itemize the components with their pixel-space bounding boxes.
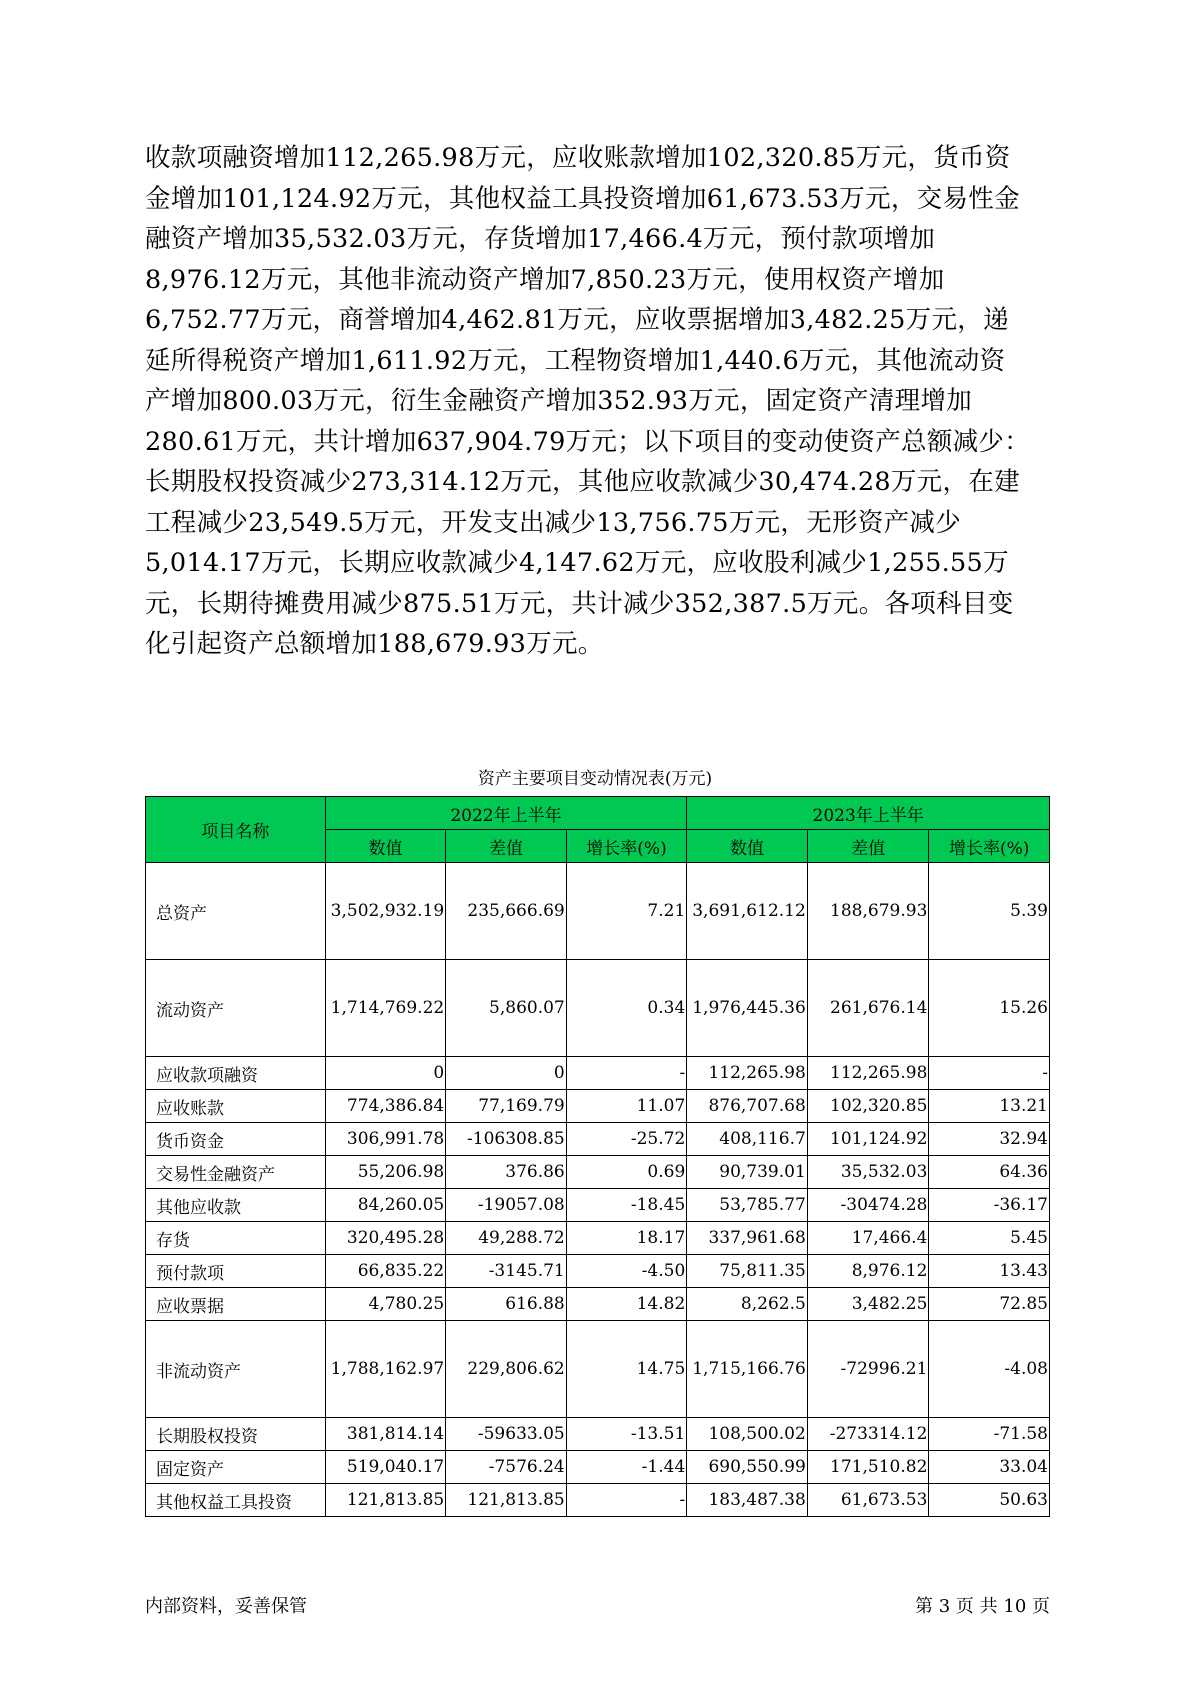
growth-2022-cell: -4.50 [566, 1255, 687, 1288]
diff-2022-cell: 229,806.62 [446, 1321, 567, 1418]
table-row [146, 1123, 1050, 1156]
body-line: 元，长期待摊费用减少875.51万元，共计减少352,387.5万元。各项科目变 [145, 588, 1014, 619]
value-2023-cell: 337,961.68 [687, 1222, 808, 1255]
growth-2023-cell: 50.63 [929, 1484, 1050, 1517]
diff-2022-cell: 49,288.72 [446, 1222, 567, 1255]
asset-change-table [145, 796, 1050, 1517]
value-2022-cell: 320,495.28 [325, 1222, 446, 1255]
diff-2022-cell: -106308.85 [446, 1123, 567, 1156]
table-row [146, 1222, 1050, 1255]
table-row [146, 1189, 1050, 1222]
growth-2022-cell: -1.44 [566, 1451, 687, 1484]
body-line: 8,976.12万元，其他非流动资产增加7,850.23万元，使用权资产增加 [145, 264, 945, 295]
diff-2022-cell: 616.88 [446, 1288, 567, 1321]
growth-2022-cell: 0.34 [566, 960, 687, 1057]
value-2022-cell: 0 [325, 1057, 446, 1090]
growth-2023-cell: 32.94 [929, 1123, 1050, 1156]
item-name-cell: 应收票据 [146, 1288, 326, 1321]
header-value-2022: 数值 [325, 830, 446, 863]
diff-2022-cell: 376.86 [446, 1156, 567, 1189]
table-row [146, 1418, 1050, 1451]
body-line: 5,014.17万元，长期应收款减少4,147.62万元，应收股利减少1,255.55万 [145, 548, 1009, 578]
growth-2022-cell: -25.72 [566, 1123, 687, 1156]
table-row [146, 1288, 1050, 1321]
diff-2022-cell: 235,666.69 [446, 863, 567, 960]
body-line: 化引起资产总额增加188,679.93万元。 [145, 629, 604, 659]
growth-2023-cell: 33.04 [929, 1451, 1050, 1484]
body-paragraph [145, 138, 1045, 665]
diff-2023-cell: 61,673.53 [807, 1484, 929, 1517]
growth-2022-cell: -13.51 [566, 1418, 687, 1451]
header-growth-2023: 增长率(%) [929, 830, 1050, 863]
diff-2022-cell: 121,813.85 [446, 1484, 567, 1517]
item-name-cell: 应收款项融资 [146, 1057, 326, 1090]
growth-2022-cell: 0.69 [566, 1156, 687, 1189]
item-name-cell: 长期股权投资 [146, 1418, 326, 1451]
value-2022-cell: 774,386.84 [325, 1090, 446, 1123]
growth-2022-cell: 14.82 [566, 1288, 687, 1321]
table-row [146, 863, 1050, 960]
table-row [146, 1057, 1050, 1090]
growth-2023-cell: 72.85 [929, 1288, 1050, 1321]
diff-2023-cell: 3,482.25 [807, 1288, 929, 1321]
growth-2023-cell: 64.36 [929, 1156, 1050, 1189]
value-2022-cell: 4,780.25 [325, 1288, 446, 1321]
body-line: 收款项融资增加112,265.98万元，应收账款增加102,320.85万元，货币资 [145, 143, 1011, 173]
value-2022-cell: 66,835.22 [325, 1255, 446, 1288]
diff-2022-cell: -7576.24 [446, 1451, 567, 1484]
header-value-2023: 数值 [687, 830, 808, 863]
value-2023-cell: 8,262.5 [687, 1288, 808, 1321]
diff-2023-cell: 171,510.82 [807, 1451, 929, 1484]
body-line: 长期股权投资减少273,314.12万元，其他应收款减少30,474.28万元，在建 [145, 467, 1020, 497]
value-2022-cell: 3,502,932.19 [325, 863, 446, 960]
value-2023-cell: 690,550.99 [687, 1451, 808, 1484]
item-name-cell: 存货 [146, 1222, 326, 1255]
header-diff-2022: 差值 [446, 830, 567, 863]
diff-2023-cell: -72996.21 [807, 1321, 929, 1418]
value-2023-cell: 183,487.38 [687, 1484, 808, 1517]
value-2022-cell: 381,814.14 [325, 1418, 446, 1451]
table-row [146, 1255, 1050, 1288]
item-name-cell: 预付款项 [146, 1255, 326, 1288]
growth-2023-cell: 13.21 [929, 1090, 1050, 1123]
item-name-cell: 应收账款 [146, 1090, 326, 1123]
value-2023-cell: 876,707.68 [687, 1090, 808, 1123]
body-line: 产增加800.03万元，衍生金融资产增加352.93万元，固定资产清理增加 [145, 386, 973, 416]
diff-2023-cell: 35,532.03 [807, 1156, 929, 1189]
footer-page-number: 第 3 页 共 10 页 [915, 1596, 1050, 1617]
item-name-cell: 其他权益工具投资 [146, 1484, 326, 1517]
growth-2023-cell: 13.43 [929, 1255, 1050, 1288]
item-name-cell: 非流动资产 [146, 1321, 326, 1418]
value-2023-cell: 1,715,166.76 [687, 1321, 808, 1418]
item-name-cell: 其他应收款 [146, 1189, 326, 1222]
value-2023-cell: 1,976,445.36 [687, 960, 808, 1057]
diff-2023-cell: 261,676.14 [807, 960, 929, 1057]
diff-2022-cell: 0 [446, 1057, 567, 1090]
body-line: 延所得税资产增加1,611.92万元，工程物资增加1,440.6万元，其他流动资 [145, 345, 1006, 376]
body-line: 工程减少23,549.5万元，开发支出减少13,756.75万元，无形资产减少 [145, 507, 962, 538]
value-2023-cell: 75,811.35 [687, 1255, 808, 1288]
item-name-cell: 总资产 [146, 863, 326, 960]
value-2023-cell: 3,691,612.12 [687, 863, 808, 960]
value-2022-cell: 519,040.17 [325, 1451, 446, 1484]
value-2022-cell: 121,813.85 [325, 1484, 446, 1517]
table-row [146, 1156, 1050, 1189]
header-growth-2022: 增长率(%) [566, 830, 687, 863]
diff-2023-cell: 188,679.93 [807, 863, 929, 960]
diff-2023-cell: 102,320.85 [807, 1090, 929, 1123]
value-2022-cell: 306,991.78 [325, 1123, 446, 1156]
body-line: 6,752.77万元，商誉增加4,462.81万元，应收票据增加3,482.25万元，递 [145, 305, 1009, 335]
growth-2023-cell: - [929, 1057, 1050, 1090]
table-caption: 资产主要项目变动情况表(万元) [477, 769, 713, 789]
header-period-2022: 2022年上半年 [325, 797, 687, 830]
diff-2022-cell: -59633.05 [446, 1418, 567, 1451]
growth-2023-cell: -4.08 [929, 1321, 1050, 1418]
diff-2023-cell: 112,265.98 [807, 1057, 929, 1090]
diff-2023-cell: -273314.12 [807, 1418, 929, 1451]
table-row [146, 960, 1050, 1057]
value-2023-cell: 53,785.77 [687, 1189, 808, 1222]
table-row [146, 1451, 1050, 1484]
value-2022-cell: 84,260.05 [325, 1189, 446, 1222]
body-line: 融资产增加35,532.03万元，存货增加17,466.4万元，预付款项增加 [145, 224, 936, 254]
diff-2023-cell: 17,466.4 [807, 1222, 929, 1255]
header-diff-2023: 差值 [807, 830, 929, 863]
diff-2022-cell: -19057.08 [446, 1189, 567, 1222]
value-2022-cell: 1,788,162.97 [325, 1321, 446, 1418]
growth-2022-cell: 14.75 [566, 1321, 687, 1418]
growth-2023-cell: -71.58 [929, 1418, 1050, 1451]
value-2023-cell: 112,265.98 [687, 1057, 808, 1090]
growth-2022-cell: - [566, 1484, 687, 1517]
table-row [146, 1484, 1050, 1517]
value-2022-cell: 1,714,769.22 [325, 960, 446, 1057]
growth-2023-cell: 5.39 [929, 863, 1050, 960]
item-name-cell: 流动资产 [146, 960, 326, 1057]
diff-2022-cell: 5,860.07 [446, 960, 567, 1057]
growth-2022-cell: 11.07 [566, 1090, 687, 1123]
growth-2022-cell: - [566, 1057, 687, 1090]
table-body [146, 863, 1050, 1517]
body-line: 280.61万元，共计增加637,904.79万元；以下项目的变动使资产总额减少： [145, 426, 1031, 457]
header-period-2023: 2023年上半年 [687, 797, 1050, 830]
growth-2023-cell: 15.26 [929, 960, 1050, 1057]
table-row [146, 1090, 1050, 1123]
diff-2023-cell: 101,124.92 [807, 1123, 929, 1156]
table-row [146, 1321, 1050, 1418]
growth-2023-cell: -36.17 [929, 1189, 1050, 1222]
header-item-name: 项目名称 [146, 797, 326, 863]
item-name-cell: 固定资产 [146, 1451, 326, 1484]
body-line: 金增加101,124.92万元，其他权益工具投资增加61,673.53万元，交易性金 [145, 183, 1020, 214]
growth-2022-cell: -18.45 [566, 1189, 687, 1222]
diff-2023-cell: 8,976.12 [807, 1255, 929, 1288]
diff-2023-cell: -30474.28 [807, 1189, 929, 1222]
diff-2022-cell: 77,169.79 [446, 1090, 567, 1123]
value-2023-cell: 90,739.01 [687, 1156, 808, 1189]
value-2023-cell: 408,116.7 [687, 1123, 808, 1156]
value-2022-cell: 55,206.98 [325, 1156, 446, 1189]
item-name-cell: 交易性金融资产 [146, 1156, 326, 1189]
growth-2023-cell: 5.45 [929, 1222, 1050, 1255]
growth-2022-cell: 18.17 [566, 1222, 687, 1255]
footer-confidential-note: 内部资料，妥善保管 [145, 1596, 307, 1617]
item-name-cell: 货币资金 [146, 1123, 326, 1156]
value-2023-cell: 108,500.02 [687, 1418, 808, 1451]
growth-2022-cell: 7.21 [566, 863, 687, 960]
diff-2022-cell: -3145.71 [446, 1255, 567, 1288]
